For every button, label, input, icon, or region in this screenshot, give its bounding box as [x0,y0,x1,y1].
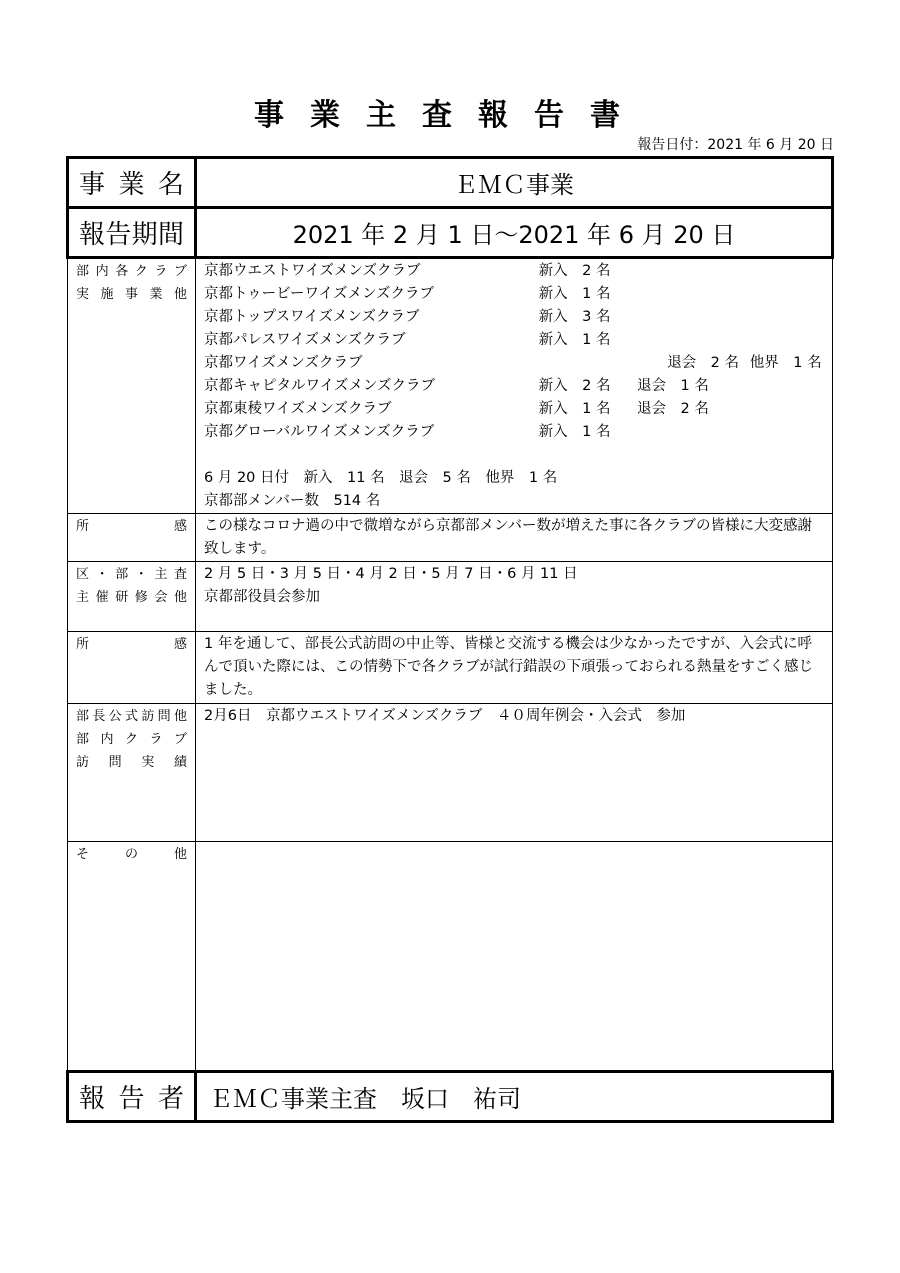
seminars-label: 区・部・主査 主催研修会他 [68,562,196,632]
impression-1-text: この様なコロナ過の中で微増ながら京都部メンバー数が増えた事に各クラブの皆様に大変感謝致します。 [196,514,833,562]
club-row: 京都ウエストワイズメンズクラブ 新入 2 名 [204,263,611,279]
club-row: 京都トップスワイズメンズクラブ 新入 3 名 [204,309,611,325]
club-activities-body [196,258,833,514]
visits-label: 部長公式訪問他 部内クラブ 訪問実績 [68,704,196,842]
member-count-line: 京都部メンバー数 514 名 [204,493,381,509]
impression-2-text: 1 年を通して、部長公式訪問の中止等、皆様と交流する機会は少なかったですが、入会式に呼んで頂いた際には、この情勢下で各クラブが試行錯誤の下頑張っておられる熱量をすごく感じました。 [196,632,833,704]
seminar-dates: 2 月 5 日・3 月 5 日・4 月 2 日・5 月 7 日・6 月 11 日 [204,566,578,582]
club-row: 京都パレスワイズメンズクラブ 新入 1 名 [204,332,611,348]
club-row: 京都キャピタルワイズメンズクラブ 新入 2 名 退会 1 名 [204,378,709,394]
jigyo-label: 事 業 名 [68,158,196,208]
row-impression-1 [68,514,833,562]
summary-line: 6 月 20 日付 新入 11 名 退会 5 名 他界 1 名 [204,470,558,486]
row-visits [68,704,833,842]
other-body [196,842,833,1072]
club-activities-label: 部内各クラブ 実施事業他 [68,258,196,514]
row-period [68,208,833,258]
report-table [66,156,834,1123]
period-value: 2021 年 2 月 1 日～2021 年 6 月 20 日 [196,208,833,258]
club-row: 京都東稜ワイズメンズクラブ 新入 1 名 退会 2 名 [204,401,709,417]
row-jigyo [68,158,833,208]
seminar-detail: 京都部役員会参加 [204,589,320,605]
visit-line: 2月6日 京都ウエストワイズメンズクラブ ４０周年例会・入会式 参加 [204,708,686,724]
row-seminars [68,562,833,632]
row-impression-2 [68,632,833,704]
row-reporter [68,1072,833,1122]
row-other [68,842,833,1072]
club-row: 京都ワイズメンズクラブ 退会 2 名 他界 1 名 [204,355,822,371]
club-row: 京都グローバルワイズメンズクラブ 新入 1 名 [204,424,611,440]
visits-body [196,704,833,842]
row-club-activities [68,258,833,514]
period-label: 報告期間 [68,208,196,258]
document-title: 事業主査報告書 [254,98,646,133]
report-date: 報告日付：2021 年 6 月 20 日 [637,137,834,153]
reporter-label: 報 告 者 [68,1072,196,1122]
seminars-body [196,562,833,632]
club-row: 京都トゥービーワイズメンズクラブ 新入 1 名 [204,286,611,302]
jigyo-value: ＥＭＣ事業 [196,158,833,208]
impression-2-label: 所 感 [68,632,196,704]
other-label: そ の 他 [68,842,196,1072]
impression-1-label: 所 感 [68,514,196,562]
reporter-value: ＥＭＣ事業主査 坂口 祐司 [196,1072,833,1122]
